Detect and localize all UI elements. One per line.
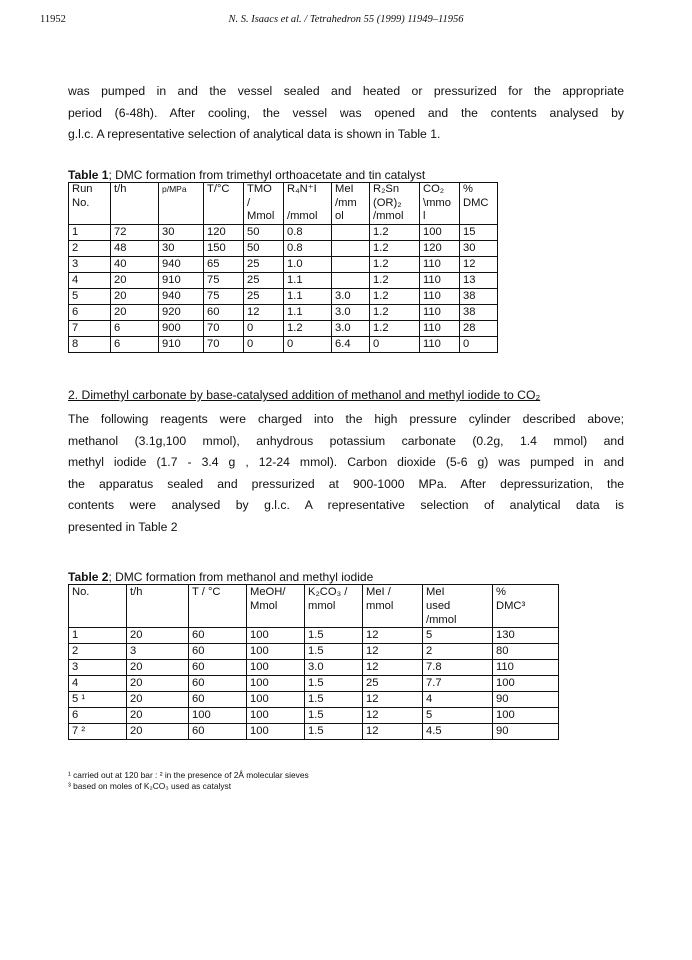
header-line: T/°C: [207, 183, 230, 195]
table-cell: 1.5: [305, 708, 363, 724]
table-cell: 60: [204, 304, 244, 320]
header-cell: [493, 585, 559, 628]
table-cell: 0: [244, 320, 284, 336]
table-cell: 50: [244, 240, 284, 256]
table-cell: [332, 272, 370, 288]
table1-caption: [68, 168, 425, 182]
table-cell: 110: [420, 336, 460, 352]
header-line: /: [247, 196, 251, 209]
table-cell: 120: [420, 240, 460, 256]
table-cell: 12: [363, 692, 423, 708]
header-line: [463, 210, 494, 224]
header-line: K₂CO₃ /: [308, 586, 348, 598]
header-cell: [284, 183, 332, 225]
header-cell: [460, 183, 498, 225]
table-cell: 4: [69, 272, 111, 288]
header-line: R₂Sn: [373, 183, 400, 195]
header-cell: [420, 183, 460, 225]
table-cell: 0: [244, 336, 284, 352]
header-cell: [159, 183, 204, 225]
table-cell: 910: [159, 336, 204, 352]
footnote-2: ³ based on moles of K₂CO₃ used as catalyst: [68, 781, 232, 791]
header-line: Mmol: [250, 600, 278, 612]
table-cell: 25: [244, 288, 284, 304]
header-line: t/h: [114, 183, 127, 195]
table-cell: 1.2: [370, 320, 420, 336]
table-cell: 20: [127, 676, 189, 692]
table-cell: 20: [127, 660, 189, 676]
table-cell: 7: [69, 320, 111, 336]
table-row: [69, 676, 559, 692]
table-cell: 130: [493, 628, 559, 644]
table-cell: 6: [69, 304, 111, 320]
table-cell: 30: [159, 240, 204, 256]
table-row: [69, 724, 559, 740]
table-cell: 2: [69, 644, 127, 660]
table-cell: 25: [363, 676, 423, 692]
header-cell: [244, 183, 284, 225]
header-line: %: [463, 183, 473, 195]
page-number: 11952: [40, 14, 66, 25]
table-row: [69, 628, 559, 644]
table-cell: 0.8: [284, 224, 332, 240]
table-cell: 80: [493, 644, 559, 660]
table-cell: 5 ¹: [69, 692, 127, 708]
table-cell: 1.2: [370, 256, 420, 272]
table-cell: 48: [111, 240, 159, 256]
header-line: [162, 197, 200, 211]
table-cell: 4: [423, 692, 493, 708]
table-cell: 12: [363, 724, 423, 740]
table-cell: 1.2: [370, 272, 420, 288]
table-cell: [332, 240, 370, 256]
table-cell: 0: [460, 336, 498, 352]
table-cell: 20: [111, 272, 159, 288]
header-line: [130, 599, 185, 613]
table-cell: 940: [159, 288, 204, 304]
footnote-1: ¹ carried out at 120 bar : ² in the presence of 2Å molecular sieves: [68, 770, 309, 780]
table-cell: 120: [204, 224, 244, 240]
header-line: [114, 210, 155, 224]
header-line: MeOH/: [250, 586, 286, 598]
table-cell: 900: [159, 320, 204, 336]
table1-caption-text: ; DMC formation from trimethyl orthoacetate and tin catalyst: [108, 168, 426, 182]
header-line: (OR)₂: [373, 196, 402, 209]
header-line: No.: [72, 196, 90, 209]
header-cell: [204, 183, 244, 225]
table-cell: 110: [420, 304, 460, 320]
table-cell: 1.2: [370, 240, 420, 256]
header-line: /mm: [335, 196, 357, 209]
table-cell: 0.8: [284, 240, 332, 256]
table2-caption-label: Table 2: [68, 570, 109, 584]
table-cell: 1.5: [305, 628, 363, 644]
table-cell: 0: [284, 336, 332, 352]
table-cell: 50: [244, 224, 284, 240]
table-cell: 1.5: [305, 724, 363, 740]
table-cell: 6.4: [332, 336, 370, 352]
header-line: mmol: [366, 600, 394, 612]
table-cell: [332, 224, 370, 240]
text-line: contents were analysed by g.l.c. A representative selection of analytical data is: [68, 498, 624, 512]
table-cell: 1.2: [370, 288, 420, 304]
header-cell: [423, 585, 493, 628]
table-cell: 12: [460, 256, 498, 272]
table-cell: 20: [111, 304, 159, 320]
table-cell: 100: [247, 644, 305, 660]
header-line: /mmol: [287, 210, 318, 222]
table-cell: 110: [420, 288, 460, 304]
table-row: [69, 304, 498, 320]
table-cell: 38: [460, 304, 498, 320]
table-cell: 8: [69, 336, 111, 352]
table-cell: 90: [493, 724, 559, 740]
text-line: methyl iodide (1.7 - 3.4 g , 12-24 mmol). Carbon dioxide (5-6 g) was pumped in and: [68, 455, 624, 469]
table-cell: 5: [423, 708, 493, 724]
table-cell: 3: [127, 644, 189, 660]
header-cell: [189, 585, 247, 628]
table-cell: 1.2: [284, 320, 332, 336]
table-cell: 110: [420, 272, 460, 288]
header-line: Run: [72, 183, 93, 195]
text-line: The following reagents were charged into the high pressure cylinder described above;: [68, 412, 624, 426]
header-line: T / °C: [192, 586, 221, 598]
table-cell: 65: [204, 256, 244, 272]
table2-body: [69, 628, 559, 740]
text-line: presented in Table 2: [68, 519, 178, 534]
table-cell: 6: [111, 336, 159, 352]
table-row: [69, 644, 559, 660]
table-cell: 60: [189, 692, 247, 708]
table2-caption-text: ; DMC formation from methanol and methyl iodide: [108, 570, 374, 584]
table-cell: 90: [493, 692, 559, 708]
header-line: \mmo: [423, 196, 451, 209]
table-cell: 60: [189, 628, 247, 644]
section-2-heading: 2. Dimethyl carbonate by base-catalysed addition of methanol and methyl iodide to CO₂: [68, 388, 541, 402]
header-line: TMO: [247, 183, 272, 195]
table-cell: 72: [111, 224, 159, 240]
table-cell: 15: [460, 224, 498, 240]
table-row: [69, 256, 498, 272]
table-cell: 100: [189, 708, 247, 724]
table-cell: 100: [247, 724, 305, 740]
table-row: [69, 288, 498, 304]
table-cell: 0: [370, 336, 420, 352]
header-line: [207, 210, 240, 224]
header-line: R₄N⁺I: [287, 183, 317, 195]
table-cell: 1.5: [305, 692, 363, 708]
table-cell: 6: [69, 708, 127, 724]
paragraph-intro: [68, 81, 624, 146]
table-cell: 1.1: [284, 272, 332, 288]
header-line: %: [496, 586, 506, 598]
table-cell: 940: [159, 256, 204, 272]
header-line: CO₂: [423, 183, 445, 195]
header-line: Mmol: [247, 210, 275, 222]
table-cell: 12: [363, 708, 423, 724]
header-line: [207, 197, 240, 211]
header-row: [69, 183, 498, 225]
header-line: used: [426, 600, 451, 612]
header-cell: [111, 183, 159, 225]
header-cell: [69, 183, 111, 225]
journal-citation: N. S. Isaacs et al. / Tetrahedron 55 (1999) 11949–11956: [228, 14, 464, 25]
header-cell: [247, 585, 305, 628]
table-cell: 70: [204, 336, 244, 352]
table-cell: 100: [493, 708, 559, 724]
table-cell: 38: [460, 288, 498, 304]
table-row: [69, 692, 559, 708]
table-cell: 1.5: [305, 676, 363, 692]
table-row: [69, 272, 498, 288]
table-cell: 30: [460, 240, 498, 256]
header-cell: [127, 585, 189, 628]
header-line: [162, 210, 200, 224]
table-cell: 12: [363, 644, 423, 660]
table-row: [69, 224, 498, 240]
table-cell: 40: [111, 256, 159, 272]
header-line: [72, 599, 123, 613]
table-cell: 3: [69, 256, 111, 272]
table-cell: 100: [247, 692, 305, 708]
table-cell: 7.8: [423, 660, 493, 676]
header-line: mmol: [308, 600, 336, 612]
table2-caption: [68, 570, 373, 584]
table-cell: 12: [363, 660, 423, 676]
table-row: [69, 660, 559, 676]
table-cell: 3.0: [305, 660, 363, 676]
header-line: [114, 197, 155, 211]
header-line: No.: [72, 586, 90, 598]
paragraph-procedure: [68, 409, 624, 538]
table-cell: 6: [111, 320, 159, 336]
table-cell: 25: [244, 256, 284, 272]
table-cell: 150: [204, 240, 244, 256]
header-cell: [332, 183, 370, 225]
text-line: g.l.c. A representative selection of analytical data is shown in Table 1.: [68, 127, 441, 141]
header-cell: [363, 585, 423, 628]
header-cell: [305, 585, 363, 628]
table-cell: 2: [423, 644, 493, 660]
table-cell: 110: [420, 320, 460, 336]
table-cell: 1.1: [284, 288, 332, 304]
table1-header: [69, 183, 498, 225]
header-line: /mmol: [426, 614, 457, 626]
text-line: was pumped in and the vessel sealed and heated or pressurized for the appropriate: [68, 84, 624, 98]
header-line: [366, 613, 419, 627]
header-line: [250, 613, 301, 627]
header-cell: [370, 183, 420, 225]
table-cell: 20: [127, 692, 189, 708]
text-line: period (6-48h). After cooling, the vessel was opened and the contents analysed by: [68, 105, 624, 120]
header-line: [308, 613, 359, 627]
table-cell: 1.2: [370, 304, 420, 320]
header-line: ol: [335, 210, 344, 222]
table-cell: 7.7: [423, 676, 493, 692]
table-row: [69, 320, 498, 336]
text-line: methanol (3.1g,100 mmol), anhydrous potassium carbonate (0.2g, 1.4 mmol) and: [68, 433, 624, 448]
table-cell: 3.0: [332, 320, 370, 336]
table-cell: 110: [420, 256, 460, 272]
table-row: [69, 708, 559, 724]
header-line: DMC³: [496, 600, 526, 612]
table-cell: 28: [460, 320, 498, 336]
table-cell: 20: [127, 708, 189, 724]
table-cell: 920: [159, 304, 204, 320]
header-line: [287, 197, 328, 211]
table-cell: 100: [247, 708, 305, 724]
header-line: p/MPa: [162, 184, 187, 194]
table-cell: 100: [247, 660, 305, 676]
table-row: [69, 336, 498, 352]
table-cell: 3.0: [332, 288, 370, 304]
header-line: [72, 613, 123, 627]
table-cell: 100: [247, 676, 305, 692]
table-cell: 7 ²: [69, 724, 127, 740]
table-cell: 1.2: [370, 224, 420, 240]
table-cell: 1: [69, 628, 127, 644]
header-row: [69, 585, 559, 628]
header-line: t/h: [130, 586, 143, 598]
table-cell: 100: [493, 676, 559, 692]
table-cell: 20: [127, 724, 189, 740]
table-cell: 60: [189, 676, 247, 692]
header-line: MeI: [426, 586, 445, 598]
table-row: [69, 240, 498, 256]
table-cell: 20: [127, 628, 189, 644]
header-cell: [69, 585, 127, 628]
table-cell: 1.0: [284, 256, 332, 272]
text-line: the apparatus sealed and pressurized at 900-1000 MPa. After depressurization, the: [68, 476, 624, 491]
table-cell: 20: [111, 288, 159, 304]
header-line: [192, 613, 243, 627]
table2: [68, 584, 559, 740]
running-header: [40, 14, 652, 30]
table-cell: 910: [159, 272, 204, 288]
header-line: MeI: [335, 183, 354, 195]
table-cell: 4: [69, 676, 127, 692]
table-cell: 70: [204, 320, 244, 336]
table-cell: 100: [420, 224, 460, 240]
header-line: /mmol: [373, 210, 404, 222]
table-cell: 1.5: [305, 644, 363, 660]
table1-body: [69, 224, 498, 352]
table-cell: 75: [204, 272, 244, 288]
table-cell: 3.0: [332, 304, 370, 320]
table-cell: 60: [189, 724, 247, 740]
header-line: [72, 210, 107, 224]
header-line: [130, 613, 185, 627]
table-cell: 25: [244, 272, 284, 288]
header-line: MeI /: [366, 586, 391, 598]
table2-header: [69, 585, 559, 628]
table-cell: 12: [363, 628, 423, 644]
table-cell: 2: [69, 240, 111, 256]
table-cell: 60: [189, 660, 247, 676]
table-cell: [332, 256, 370, 272]
table1: [68, 182, 498, 353]
header-line: l: [423, 210, 426, 222]
table-cell: 4.5: [423, 724, 493, 740]
table-cell: 100: [247, 628, 305, 644]
table-cell: 30: [159, 224, 204, 240]
table-cell: 1: [69, 224, 111, 240]
table-cell: 5: [69, 288, 111, 304]
table-cell: 5: [423, 628, 493, 644]
table-cell: 3: [69, 660, 127, 676]
table-cell: 60: [189, 644, 247, 660]
header-line: [192, 599, 243, 613]
header-line: [496, 613, 555, 627]
header-line: DMC: [463, 196, 489, 209]
table-cell: 12: [244, 304, 284, 320]
table-cell: 1.1: [284, 304, 332, 320]
table-cell: 13: [460, 272, 498, 288]
table-cell: 75: [204, 288, 244, 304]
table1-caption-label: Table 1: [68, 168, 109, 182]
table-cell: 110: [493, 660, 559, 676]
